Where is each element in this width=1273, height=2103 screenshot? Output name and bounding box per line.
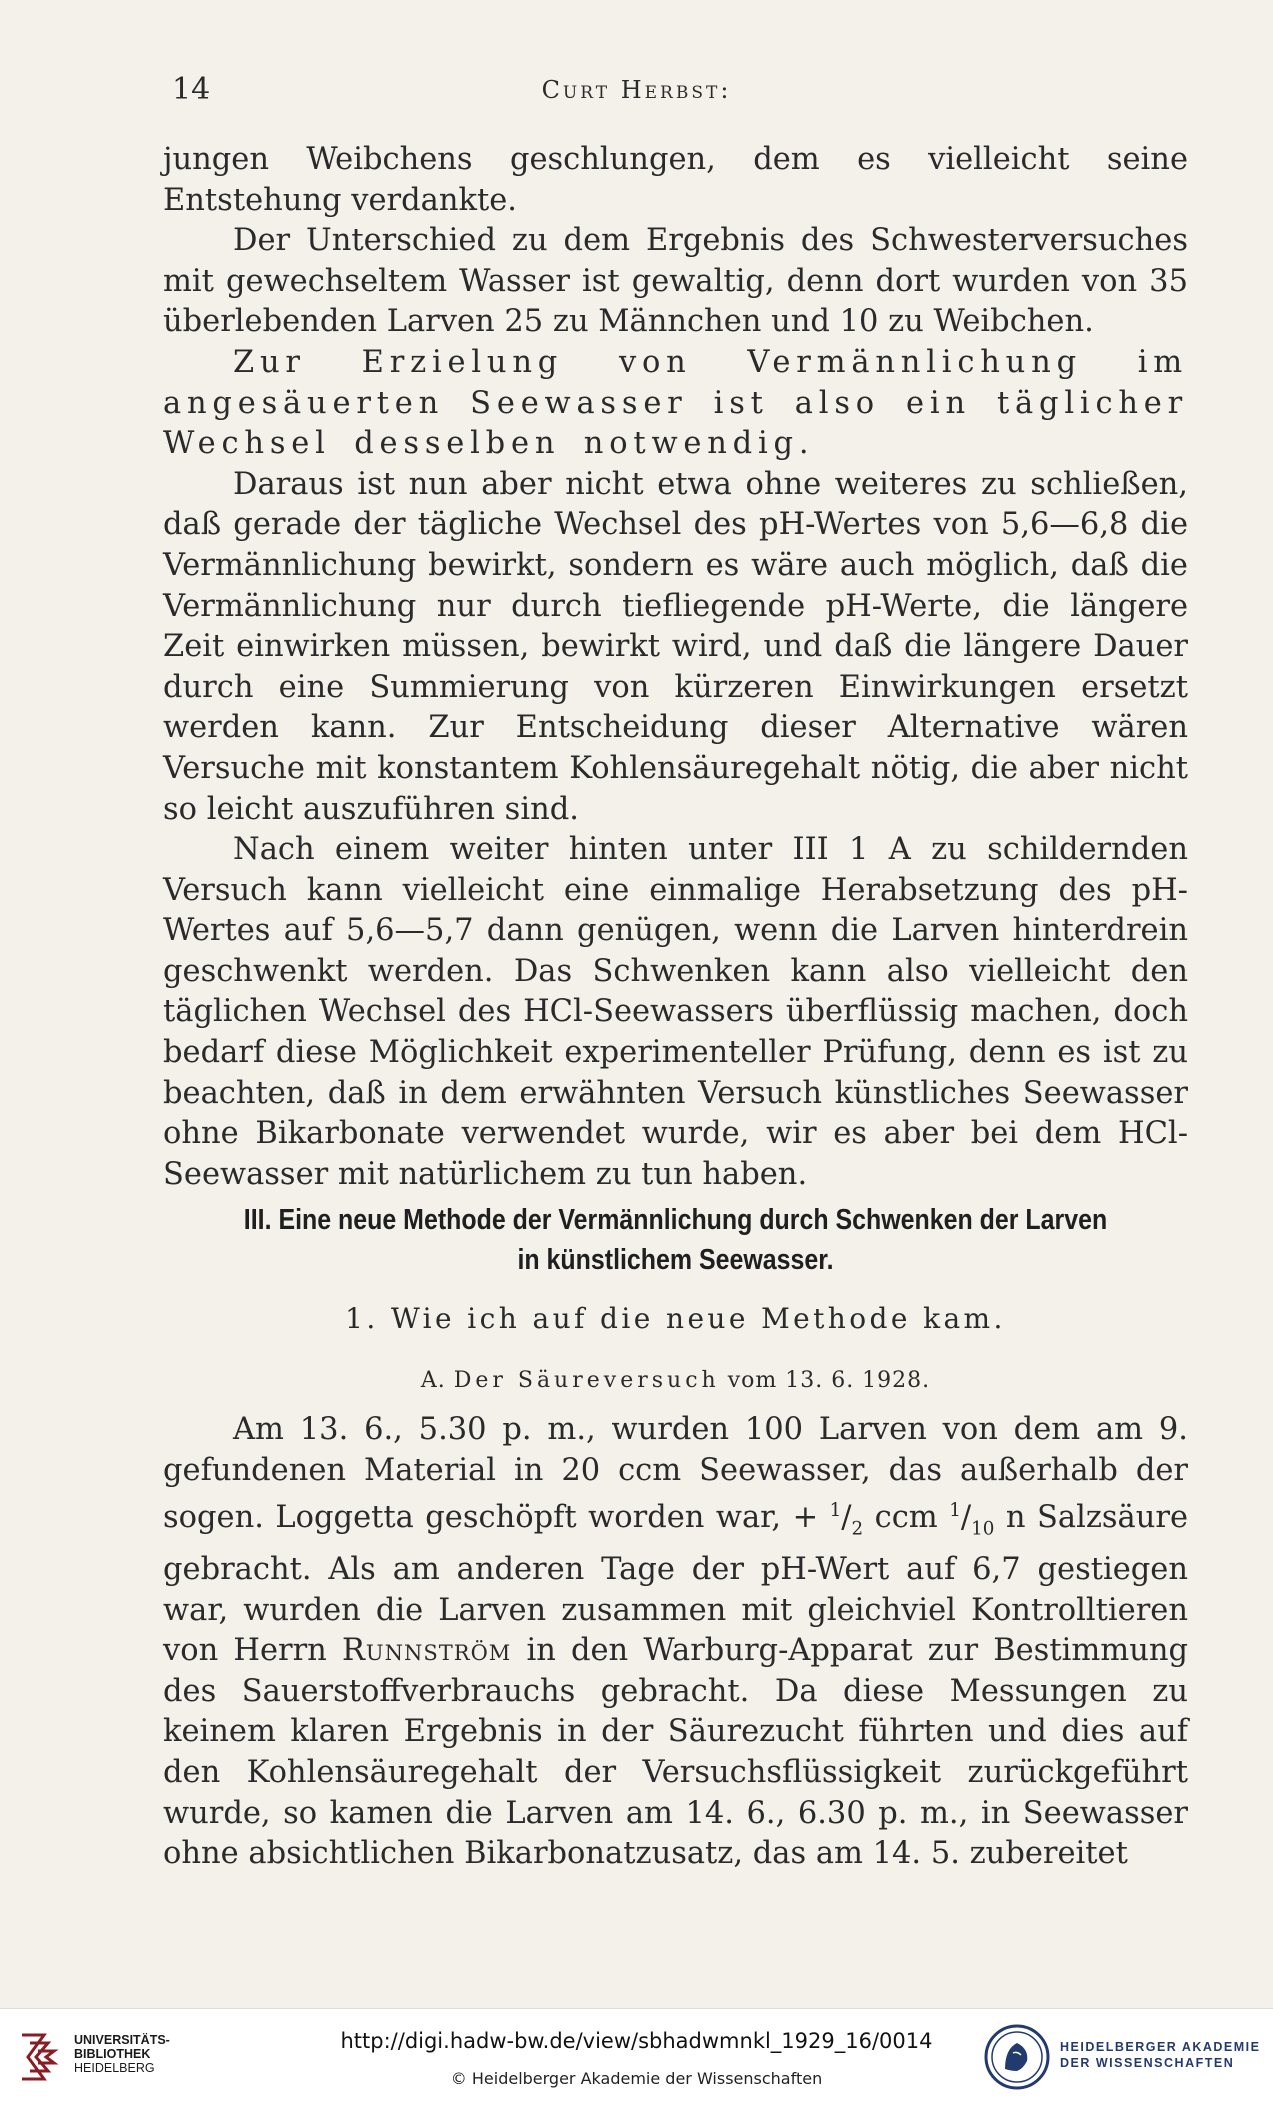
paragraph-experiment: Am 13. 6., 5.30 p. m., wurden 100 Larven von dem am 9. gefundenen Material in 20 ccm Seewasser, das außerhalb der sogen. Loggetta geschöpft worden war, + $^1/_2$ ccm $^1/_{10}$ n Salzsäure gebracht. Als am anderen Tage der pH-Wert auf 6,7 gestiegen war, wurden die Larven zusammen mit gleichviel Kontrolltieren von Herrn Runnström in den Warburg-Apparat zur Bestimmung des Sauerstoffverbrauchs gebracht. Da diese Messungen zu keinem klaren Ergebnis in der Säurezucht führten und dies auf den Kohlensäuregehalt der Versuchsflüssigkeit zurückgeführt wurde, so kamen die Larven am 14. 6., 6.30 p. m., in Seewasser ohne absichtlichen Bikarbonatzusatz, das am 14. 5. zubereitet	[163, 1412, 1189, 1872]
text-run: n Salzsäure gebracht. Als am anderen Tage der pH-Wert auf 6,7 gestiegen war, wurden die Larven zusammen mit gleichviel Kontrolltieren von Herrn	[163, 1500, 1189, 1669]
subsubheading-prefix: A.	[420, 1368, 446, 1393]
ub-line-3: HEIDELBERG	[74, 2061, 155, 2075]
section-heading-line-1: III. Eine neue Methode der Vermännlichung durch Schwenken der Larven	[243, 1204, 1108, 1236]
section-heading-line-2: in künstlichem Seewasser.	[517, 1244, 834, 1276]
academy-seal-icon	[983, 2023, 1051, 2091]
subsubheading-date: vom 13. 6. 1928.	[727, 1368, 931, 1393]
paragraph-emphasized: Zur Erzielung von Vermännlichung im angesäuerten Seewasser ist also ein täglicher Wechsel desselben notwendig.	[163, 344, 1188, 462]
running-head: Curt Herbst:	[541, 76, 732, 104]
paragraph: Nach einem weiter hinten unter III 1 A zu schildernden Versuch kann vielleicht eine einmalige Herabsetzung des pH-Wertes auf 5,6—5,7 dann genügen, wenn die Larven hinterdrein geschwenkt werden. Das Schwenken kann also vielleicht den täglichen Wechsel des HCl-Seewassers überflüssig machen, doch bedarf diese Möglichkeit experimenteller Prüfung, denn es ist zu beachten, daß in dem erwähnten Versuch künstliches Seewasser ohne Bikarbonate verwendet wurde, wir es aber bei dem HCl-Seewasser mit natürlichem zu tun haben.	[163, 832, 1188, 1192]
text-run: Am 13. 6., 5.30 p. m., wurden 100 Larven von dem am 9. gefundenen Material in 20 ccm Seewasser, das außerhalb der sogen. Loggetta geschöpft worden war, +	[163, 1412, 1188, 1536]
footer-bar	[0, 2008, 1273, 2103]
page-number: 14	[172, 72, 211, 107]
subsubheading-spaced: Der Säureversuch	[453, 1368, 720, 1393]
subsubheading	[163, 1368, 1188, 1393]
final-text	[163, 1410, 1188, 1875]
paragraph: Der Unterschied zu dem Ergebnis des Schwesterversuches mit gewechseltem Wasser ist gewaltig, denn dort wurden von 35 überlebenden Larven 25 zu Männchen und 10 zu Weibchen.	[163, 223, 1188, 340]
academy-line-1: HEIDELBERGER AKADEMIE	[1060, 2040, 1261, 2054]
academy-line-2: DER WISSENSCHAFTEN	[1060, 2056, 1235, 2070]
ub-line-2: BIBLIOTHEK	[74, 2047, 151, 2061]
ub-line-1: UNIVERSITÄTS-	[74, 2033, 170, 2047]
page-header	[0, 72, 1273, 112]
copyright-notice: © Heidelberger Akademie der Wissenschaften	[450, 2069, 823, 2088]
person-name: Runnström	[341, 1633, 512, 1669]
permalink-url[interactable]: http://digi.hadw-bw.de/view/sbhadwmnkl_1929_16/0014	[340, 2029, 933, 2053]
fraction-denominator: 2	[851, 1518, 864, 1540]
fraction-denominator: 10	[971, 1518, 995, 1540]
academy-name	[1060, 2039, 1261, 2071]
paragraph: Daraus ist nun aber nicht etwa ohne weiteres zu schließen, daß gerade der tägliche Wechsel des pH-Wertes von 5,6—6,8 die Vermännlichung bewirkt, sondern es wäre auch möglich, daß die Vermännlichung nur durch tiefliegende pH-Werte, die längere Zeit einwirken müssen, bewirkt wird, und daß die längere Dauer durch eine Summierung von kürzeren Einwirkungen ersetzt werden kann. Zur Entscheidung dieser Alternative wären Versuche mit konstantem Kohlensäuregehalt nötig, die aber nicht so leicht auszuführen sind.	[163, 466, 1188, 827]
text-run: ccm	[863, 1500, 950, 1536]
fraction-numerator: 1	[949, 1500, 961, 1522]
fraction-numerator: 1	[829, 1500, 842, 1522]
text-run: in den Warburg-Apparat zur Bestimmung des Sauerstoffverbrauchs gebracht. Da diese Messungen zu keinem klaren Ergebnis in der Säurezucht führten und dies auf den Kohlensäuregehalt der Versuchsflüssigkeit zurückgeführt wurde, so kamen die Larven am 14. 6., 6.30 p. m., in Seewasser ohne absichtlichen Bikarbonatzusatz, das am 14. 5. zubereitet	[163, 1633, 1189, 1872]
body-text	[163, 140, 1188, 1195]
subheading: 1. Wie ich auf die neue Methode kam.	[345, 1302, 1006, 1335]
section-heading	[235, 1200, 1117, 1280]
paragraph-continuation: jungen Weibchens geschlungen, dem es vielleicht seine Entstehung verdankte.	[163, 142, 1188, 218]
